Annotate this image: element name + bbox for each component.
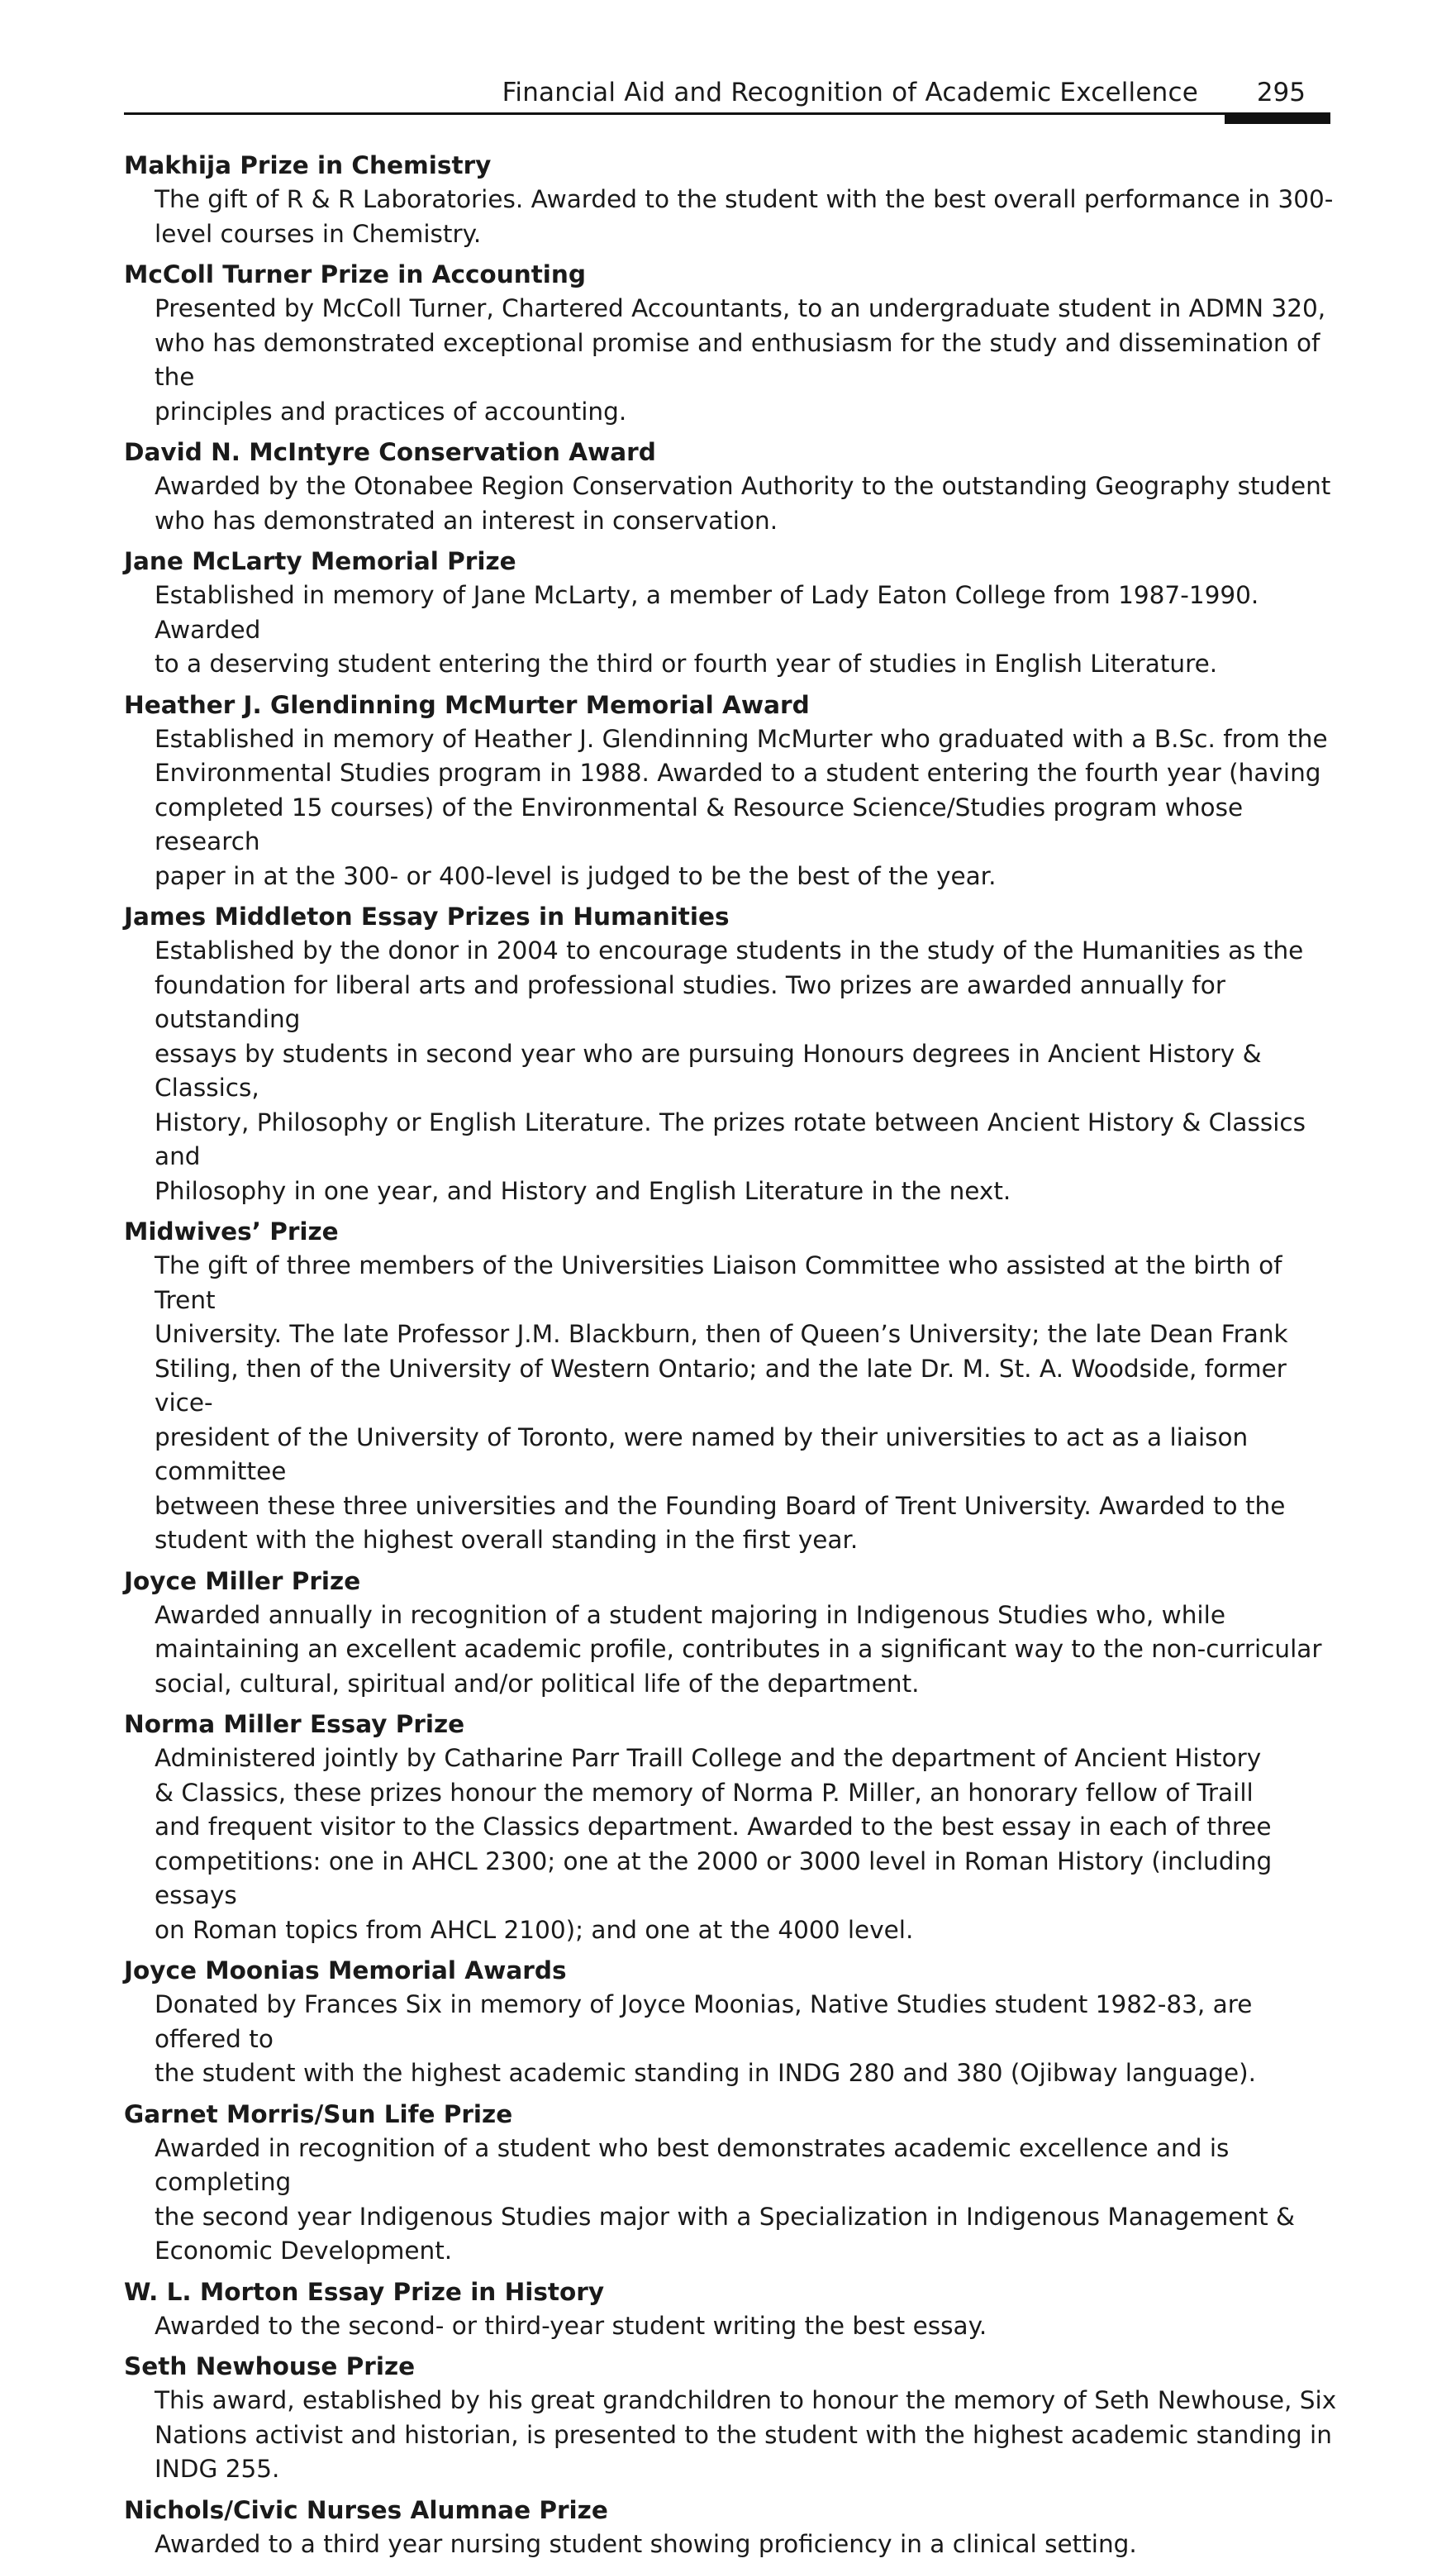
award-entry bbox=[124, 2494, 1339, 2562]
award-title: Makhija Prize in Chemistry bbox=[124, 151, 492, 179]
award-title: James Middleton Essay Prizes in Humanities bbox=[124, 903, 730, 931]
award-entry bbox=[124, 1215, 1339, 1558]
award-title: McColl Turner Prize in Accounting bbox=[124, 260, 587, 288]
award-description: Awarded by the Otonabee Region Conservation Authority to the outstanding Geography student who has demonstrated an interest in conservation. bbox=[155, 472, 1331, 535]
award-entry bbox=[124, 545, 1339, 682]
award-entry bbox=[124, 1565, 1339, 1702]
award-description: The gift of three members of the Universities Liaison Committee who assisted at the birth of Trent University. The late Professor J.M. Blackburn, then of Queen’s University; the late Dean Frank Stiling, then of the University of Western Ontario; and the late Dr. M. St. A. Woodside, former vice- president of the University of Toronto, were named by their universities to act as a liaison committee between these three universities and the Founding Board of Trent University. Awarded to the student with the highest overall standing in the first year. bbox=[155, 1251, 1288, 1554]
award-title: Seth Newhouse Prize bbox=[124, 2352, 416, 2380]
award-description: Awarded to the second- or third-year student writing the best essay. bbox=[155, 2311, 987, 2340]
award-description: The gift of R & R Laboratories. Awarded to the student with the best overall performance in 300- level courses in Chemistry. bbox=[155, 185, 1334, 248]
award-entry bbox=[124, 2350, 1339, 2487]
award-title: Joyce Miller Prize bbox=[124, 1566, 361, 1595]
page-number: 295 bbox=[1256, 78, 1306, 107]
award-list bbox=[124, 149, 1339, 2568]
award-title: Nichols/Civic Nurses Alumnae Prize bbox=[124, 2495, 608, 2524]
award-entry bbox=[124, 1954, 1339, 2091]
award-entry bbox=[124, 900, 1339, 1208]
award-title: Joyce Moonias Memorial Awards bbox=[124, 1956, 567, 1984]
award-title: David N. McIntyre Conservation Award bbox=[124, 438, 656, 466]
award-description: Established by the donor in 2004 to encourage students in the study of the Humanities as the foundation for liberal arts and professional studies. Two prizes are awarded annually for outstanding essays by students in second year who are pursuing Honours degrees in Ancient History & Classics, History, Philosophy or English Literature. The prizes rotate between Ancient History & Classics and Philosophy in one year, and History and English Literature in the next. bbox=[155, 936, 1306, 1205]
award-description: This award, established by his great grandchildren to honour the memory of Seth Newhouse, Six Nations activist and historian, is presented to the student with the highest academic standing in INDG 255. bbox=[155, 2386, 1337, 2483]
award-title: Norma Miller Essay Prize bbox=[124, 1710, 465, 1738]
award-title: Midwives’ Prize bbox=[124, 1217, 339, 1246]
award-entry bbox=[124, 436, 1339, 538]
award-entry bbox=[124, 1708, 1339, 1947]
award-description: Donated by Frances Six in memory of Joyce Moonias, Native Studies student 1982-83, are offered to the student with the highest academic standing in INDG 280 and 380 (Ojibway language). bbox=[155, 1990, 1257, 2087]
header-tab-bar bbox=[1225, 114, 1330, 124]
award-entry bbox=[124, 149, 1339, 251]
award-entry bbox=[124, 2275, 1339, 2344]
award-description: Awarded to a third year nursing student showing proficiency in a clinical setting. bbox=[155, 2529, 1137, 2558]
award-entry bbox=[124, 258, 1339, 429]
award-entry bbox=[124, 2098, 1339, 2269]
award-description: Awarded annually in recognition of a student majoring in Indigenous Studies who, while maintaining an excellent academic profile, contributes in a significant way to the non-curricular social, cultural, spiritual and/or political life of the department. bbox=[155, 1600, 1322, 1698]
award-title: Jane McLarty Memorial Prize bbox=[124, 547, 516, 575]
award-description: Awarded in recognition of a student who best demonstrates academic excellence and is completing the second year Indigenous Studies major with a Specialization in Indigenous Management & Economic Development. bbox=[155, 2133, 1296, 2265]
award-title: Heather J. Glendinning McMurter Memorial Award bbox=[124, 690, 810, 719]
award-title: W. L. Morton Essay Prize in History bbox=[124, 2277, 605, 2306]
award-description: Established in memory of Jane McLarty, a member of Lady Eaton College from 1987-1990. Awarded to a deserving student entering the third or fourth year of studies in English Literature. bbox=[155, 581, 1259, 678]
award-entry bbox=[124, 688, 1339, 894]
award-description: Established in memory of Heather J. Glendinning McMurter who graduated with a B.Sc. from the Environmental Studies program in 1988. Awarded to a student entering the fourth year (having completed 15 courses) of the Environmental & Resource Science/Studies program whose research paper in at the 300- or 400-level is judged to be the best of the year. bbox=[155, 724, 1328, 890]
award-description: Administered jointly by Catharine Parr Traill College and the department of Ancient History & Classics, these prizes honour the memory of Norma P. Miller, an honorary fellow of Traill and frequent visitor to the Classics department. Awarded to the best essay in each of three competitions: one in AHCL 2300; one at the 2000 or 3000 level in Roman History (including essays on Roman topics from AHCL 2100); and one at the 4000 level. bbox=[155, 1744, 1273, 1944]
running-header-title: Financial Aid and Recognition of Academic Excellence bbox=[502, 78, 1198, 107]
header-rule bbox=[124, 112, 1330, 115]
award-title: Garnet Morris/Sun Life Prize bbox=[124, 2099, 513, 2128]
award-description: Presented by McColl Turner, Chartered Accountants, to an undergraduate student in ADMN 320, who has demonstrated exceptional promise and enthusiasm for the study and dissemination of the principles and practices of accounting. bbox=[155, 294, 1326, 426]
page-header bbox=[124, 73, 1330, 116]
